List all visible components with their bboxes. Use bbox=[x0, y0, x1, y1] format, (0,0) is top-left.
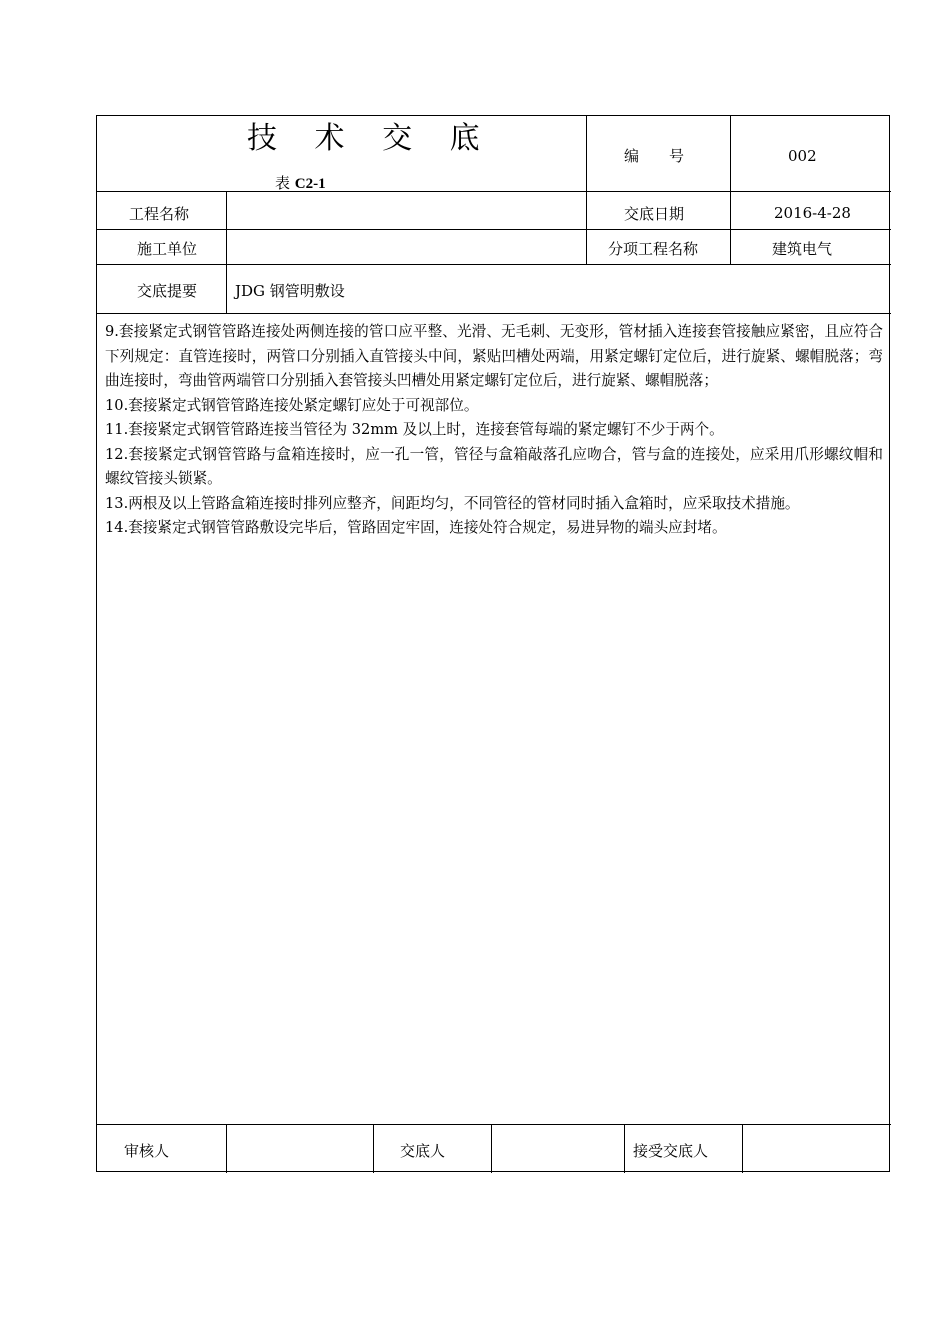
col-divider bbox=[624, 1124, 625, 1173]
row-divider bbox=[97, 1124, 891, 1125]
disclosure-content bbox=[105, 320, 883, 541]
number-label: 编 号 bbox=[624, 147, 685, 165]
content-item: 11.套接紧定式钢管管路连接当管径为 32mm 及以上时，连接套管每端的紧定螺钉不少于两个。 bbox=[105, 421, 724, 438]
contractor-label: 施工单位 bbox=[137, 240, 198, 258]
subproject-label: 分项工程名称 bbox=[608, 240, 699, 258]
row-divider bbox=[97, 264, 891, 265]
form-code-value: C2-1 bbox=[294, 176, 326, 192]
row-divider bbox=[97, 191, 891, 192]
discloser-label: 交底人 bbox=[400, 1142, 446, 1160]
col-divider bbox=[373, 1124, 374, 1173]
content-item: 13.两根及以上管路盒箱连接时排列应整齐，间距均匀，不同管径的管材同时插入盒箱时，应采取技术措施。 bbox=[105, 494, 800, 512]
col-divider bbox=[226, 191, 227, 313]
row-divider bbox=[97, 313, 891, 314]
content-item: 14.套接紧定式钢管管路敷设完毕后，管路固定牢固，连接处符合规定，易进异物的端头应封堵。 bbox=[105, 519, 727, 536]
form-code-prefix: 表 bbox=[275, 174, 295, 192]
content-item: 12.套接紧定式钢管管路与盒箱连接时，应一孔一管，管径与盒箱敲落孔应吻合，管与盒的连接处，应采用爪形螺纹帽和螺纹管接头锁紧。 bbox=[105, 445, 883, 487]
content-item: 10.套接紧定式钢管管路连接处紧定螺钉应处于可视部位。 bbox=[105, 396, 479, 414]
subproject-value: 建筑电气 bbox=[772, 240, 833, 258]
reviewer-label: 审核人 bbox=[124, 1142, 170, 1160]
number-value: 002 bbox=[788, 147, 817, 165]
date-value: 2016-4-28 bbox=[774, 204, 851, 222]
project-name-label: 工程名称 bbox=[129, 205, 190, 223]
content-item: 9.套接紧定式钢管管路连接处两侧连接的管口应平整、光滑、无毛刺、无变形，管材插入连接套管接触应紧密，且应符合下列规定：直管连接时，两管口分别插入直管接头中间，紧贴凹槽处两端，用紧定螺钉定位后，进行旋紧、螺帽脱落；弯曲连接时，弯曲管两端管口分别插入套管接头凹槽处用紧定螺钉定位后，进行旋紧、螺帽脱落； bbox=[105, 323, 883, 389]
col-divider bbox=[586, 116, 587, 264]
form-code bbox=[275, 172, 326, 193]
document-title: 技 术 交 底 bbox=[247, 121, 494, 156]
disclosure-form bbox=[96, 115, 890, 1172]
row-divider bbox=[97, 229, 891, 230]
date-label: 交底日期 bbox=[624, 205, 685, 223]
col-divider bbox=[730, 116, 731, 264]
summary-label: 交底提要 bbox=[137, 282, 198, 300]
col-divider bbox=[491, 1124, 492, 1173]
col-divider bbox=[226, 1124, 227, 1173]
receiver-label: 接受交底人 bbox=[633, 1142, 709, 1160]
col-divider bbox=[742, 1124, 743, 1173]
summary-value: JDG 钢管明敷设 bbox=[235, 282, 345, 300]
